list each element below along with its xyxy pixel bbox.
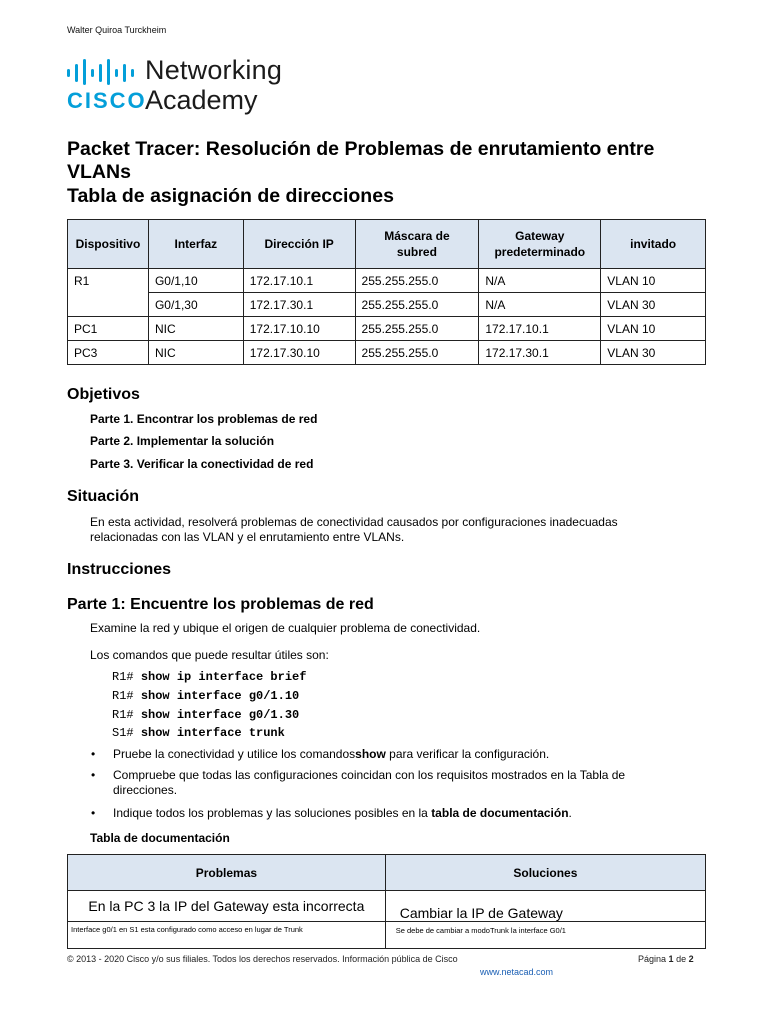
bullet-item — [91, 768, 668, 798]
table-header-cell — [355, 220, 479, 269]
command-text: show interface trunk — [140, 726, 285, 740]
page-current: 1 — [668, 954, 674, 964]
bullet-bold-text: show — [355, 747, 386, 761]
table-header-row — [68, 220, 706, 269]
table-header-cell: Soluciones — [385, 855, 705, 891]
table-header-cell: Interfaz — [148, 220, 243, 269]
cisco-wordmark: CISCO — [67, 88, 147, 113]
situation-heading: Situación — [67, 488, 140, 505]
command-prompt: R1# — [112, 689, 134, 703]
bullet-text: . — [568, 806, 572, 820]
table-header-cell: invitado — [601, 220, 706, 269]
objective-item: Parte 1. Encontrar los problemas de red — [90, 412, 318, 426]
command-prompt: R1# — [112, 670, 134, 684]
table-cell: Cambiar la IP de Gateway — [385, 891, 705, 922]
table-row — [68, 922, 706, 949]
logo-networking: Networking — [145, 55, 283, 85]
page-total: 2 — [688, 954, 694, 964]
table-header-cell — [479, 220, 601, 269]
situation-text: En esta actividad, resolverá problemas de conectividad causados por configuraciones inadecuadas relacionadas con las VLAN y el enrutamiento entre VLANs. — [90, 515, 618, 544]
table-cell: 255.255.255.0 — [355, 341, 479, 365]
cisco-bars-icon — [67, 59, 142, 85]
header-gateway-text: Gateway predeterminado — [494, 229, 586, 259]
command-prompt: R1# — [112, 708, 134, 722]
bullet-text: Compruebe que todas las configuraciones coincidan con los requisitos mostrados en la Tabla de direcciones. — [113, 768, 626, 797]
table-cell: 172.17.30.1 — [243, 293, 355, 317]
command-prompt: S1# — [112, 726, 134, 740]
bullet-text: para verificar la configuración. — [385, 747, 550, 761]
table-cell: NIC — [148, 317, 243, 341]
table-row — [68, 293, 706, 317]
logo-academy: Academy — [145, 85, 258, 115]
table-cell: 255.255.255.0 — [355, 293, 479, 317]
command-text: show ip interface brief — [140, 670, 307, 684]
objectives-heading: Objetivos — [67, 386, 140, 403]
table-cell: VLAN 10 — [601, 269, 706, 293]
table-cell: VLAN 30 — [601, 341, 706, 365]
table-row — [68, 891, 706, 922]
bullet-text: Indique todos los problemas y las soluciones posibles en la — [113, 806, 432, 820]
table-cell: 255.255.255.0 — [355, 317, 479, 341]
bullet-item — [91, 747, 703, 762]
table-cell: 255.255.255.0 — [355, 269, 479, 293]
documentation-heading: Tabla de documentación — [90, 831, 230, 845]
table-cell: Se debe de cambiar a modoTrunk la interface G0/1 — [385, 922, 705, 949]
command-line — [112, 708, 299, 722]
table-cell: VLAN 30 — [601, 293, 706, 317]
bullet-text: Pruebe la conectividad y utilice los comandos — [113, 747, 356, 761]
command-text: show interface g0/1.30 — [140, 708, 300, 722]
bullet-bold-text: tabla de documentación — [431, 806, 569, 820]
bullet-icon: • — [91, 806, 96, 820]
table-cell: 172.17.10.1 — [243, 269, 355, 293]
part1-heading: Parte 1: Encuentre los problemas de red — [67, 596, 374, 613]
header-mask-text: Máscara de subred — [384, 229, 450, 259]
author-name: Walter Quiroa Turckheim — [67, 25, 167, 35]
document-title: Packet Tracer: Resolución de Problemas de enrutamiento entre VLANs — [67, 138, 655, 183]
instructions-heading: Instrucciones — [67, 561, 172, 578]
table-cell: 172.17.30.10 — [243, 341, 355, 365]
command-line — [112, 670, 306, 684]
table-header-row — [68, 855, 706, 891]
address-table — [67, 219, 706, 365]
objective-item: Parte 2. Implementar la solución — [90, 434, 275, 448]
table-cell — [68, 293, 149, 317]
bullet-icon: • — [91, 747, 96, 761]
table-cell: N/A — [479, 269, 601, 293]
table-row — [68, 317, 706, 341]
table-header-cell: Dirección IP — [243, 220, 355, 269]
table-cell: 172.17.10.10 — [243, 317, 355, 341]
command-line — [112, 726, 285, 740]
table-cell: G0/1,10 — [148, 269, 243, 293]
table-header-cell: Problemas — [68, 855, 386, 891]
table-cell: VLAN 10 — [601, 317, 706, 341]
table-cell: 172.17.10.1 — [479, 317, 601, 341]
documentation-table — [67, 854, 706, 949]
table-header-cell: Dispositivo — [68, 220, 149, 269]
table-cell: En la PC 3 la IP del Gateway esta incorrecta — [68, 891, 386, 922]
commands-intro: Los comandos que puede resultar útiles son: — [90, 648, 329, 662]
page-number — [638, 954, 694, 964]
page-label: Página — [638, 954, 667, 964]
part1-intro: Examine la red y ubique el origen de cualquier problema de conectividad. — [90, 621, 481, 635]
table-cell: 172.17.30.1 — [479, 341, 601, 365]
table-cell: G0/1,30 — [148, 293, 243, 317]
table-cell: R1 — [68, 269, 149, 293]
table-row — [68, 341, 706, 365]
table-cell: N/A — [479, 293, 601, 317]
table-cell: PC1 — [68, 317, 149, 341]
table-cell: Interface g0/1 en S1 esta configurado como acceso en lugar de Trunk — [68, 922, 386, 949]
section-title-address-table: Tabla de asignación de direcciones — [67, 185, 394, 207]
bullet-item — [91, 806, 703, 821]
footer-copyright: © 2013 - 2020 Cisco y/o sus filiales. Todos los derechos reservados. Información pública de Cisco — [67, 954, 458, 964]
table-cell: PC3 — [68, 341, 149, 365]
bullet-icon: • — [91, 768, 96, 782]
table-cell: NIC — [148, 341, 243, 365]
objective-item: Parte 3. Verificar la conectividad de red — [90, 457, 314, 471]
command-line — [112, 689, 299, 703]
command-text: show interface g0/1.10 — [140, 689, 300, 703]
page-of-label: de — [676, 954, 687, 964]
footer-link[interactable]: www.netacad.com — [480, 967, 554, 977]
table-row — [68, 269, 706, 293]
